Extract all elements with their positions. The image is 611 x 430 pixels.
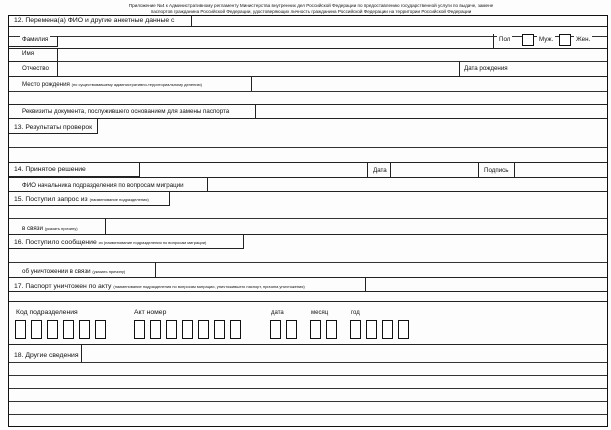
signature-divider-2: [514, 162, 515, 177]
name-tab: [9, 48, 58, 62]
female-checkbox[interactable]: [559, 34, 571, 46]
year-code-label: год: [351, 310, 360, 316]
row-line: [9, 375, 607, 376]
section-14-title: 14. Принятое решение: [14, 166, 86, 173]
head-name-tab: [9, 177, 208, 192]
year-cell[interactable]: [382, 320, 393, 339]
row-line: [9, 401, 607, 402]
section-16-text: 16. Поступило сообщение: [14, 239, 97, 246]
section-15-tab: [9, 191, 170, 206]
section-18-title: 18. Другие сведения: [14, 352, 79, 359]
name-label: Имя: [22, 50, 35, 57]
row-line: [9, 147, 607, 148]
row-line: [9, 301, 607, 302]
female-label: Жен.: [576, 36, 591, 43]
row-line: [9, 291, 607, 292]
surname-tab: [9, 36, 58, 47]
sex-label: Пол: [499, 36, 511, 43]
request-reason-note: (указать причину): [44, 226, 78, 231]
section-12-title: 12. Перемена(а) ФИО и другие анкетные данные с: [14, 17, 175, 24]
act-no-cell[interactable]: [182, 320, 193, 339]
act-no-cell[interactable]: [214, 320, 225, 339]
form-header: [96, 3, 526, 15]
birth-place-tab: [9, 76, 252, 92]
row-line: [9, 344, 607, 345]
dept-code-cell[interactable]: [31, 320, 42, 339]
act-no-label: Акт номер: [134, 309, 167, 316]
row-line: [9, 26, 607, 27]
destroy-reason-tab: [9, 262, 156, 278]
request-reason-text: в связи: [22, 225, 43, 232]
birth-place-text: Место рождения: [22, 81, 70, 88]
section-17-tab: [9, 277, 366, 292]
destroy-reason-text: об уничтожении в связи: [22, 268, 91, 275]
dept-code-cell[interactable]: [79, 320, 90, 339]
header-line-2: паспортов гражданина Российской Федерации, удостоверяющих личность гражданина Российской Федерации на территории Российской Федерации: [150, 9, 472, 14]
male-checkbox[interactable]: [522, 34, 534, 46]
decision-date-label: Дата: [373, 167, 387, 174]
signature-label: Подпись: [484, 167, 509, 174]
birth-date-label: Дата рождения: [464, 65, 508, 72]
row-line: [9, 36, 607, 37]
year-cell[interactable]: [398, 320, 409, 339]
section-15-text: 15. Поступил запрос из: [14, 196, 88, 203]
row-line: [9, 362, 607, 363]
birth-date-divider: [459, 61, 460, 76]
head-name-label: ФИО начальника подразделения по вопросам миграции: [22, 182, 184, 189]
row-line: [9, 414, 607, 415]
signature-divider: [478, 162, 479, 177]
act-no-cell[interactable]: [230, 320, 241, 339]
doc-details-label: Реквизиты документа, послужившего основанием для замены паспорта: [22, 108, 230, 115]
act-no-cell[interactable]: [150, 320, 161, 339]
date-cell[interactable]: [286, 320, 297, 339]
row-line: [9, 388, 607, 389]
request-reason-tab: [9, 218, 106, 235]
dept-code-cell[interactable]: [47, 320, 58, 339]
date-cell[interactable]: [270, 320, 281, 339]
act-no-cell[interactable]: [166, 320, 177, 339]
surname-label: Фамилия: [22, 36, 49, 43]
male-label: Муж.: [539, 36, 554, 43]
month-cell[interactable]: [310, 320, 321, 339]
section-14-tab: [9, 162, 140, 177]
birth-place-note: (по существовавшему административно-территориальному делению): [71, 82, 202, 87]
act-no-cell[interactable]: [134, 320, 145, 339]
year-cell[interactable]: [350, 320, 361, 339]
section-16-tab: [9, 234, 244, 249]
row-line: [9, 91, 607, 92]
month-cell[interactable]: [326, 320, 337, 339]
dept-code-cell[interactable]: [63, 320, 74, 339]
month-code-label: месяц: [311, 310, 329, 316]
section-15-note: (наименование подразделения): [89, 197, 149, 202]
year-cell[interactable]: [366, 320, 377, 339]
row-line: [9, 61, 607, 62]
section-13-title: 13. Результаты проверок: [14, 124, 93, 131]
doc-details-tab: [9, 104, 256, 119]
section-16-note: из (наименование подразделения по вопросам миграции): [98, 240, 207, 245]
act-no-cell[interactable]: [198, 320, 209, 339]
dept-code-cell[interactable]: [95, 320, 106, 339]
section-13-tab: [9, 118, 98, 134]
date-divider: [367, 162, 368, 177]
patronymic-tab: [9, 61, 58, 77]
header-line-1: Приложение №4 к Административному регламенту Министерства внутренних дел Российской Федерации по предоставлению государственной услуги по выдаче, замене: [128, 3, 494, 8]
dept-code-cell[interactable]: [15, 320, 26, 339]
section-17-text: 17. Паспорт уничтожен по акту: [14, 283, 112, 290]
section-17-note: (наименование подразделения по вопросам миграции, уничтожившего паспорт, причина уничтожения): [113, 284, 305, 289]
row-line: [9, 48, 607, 49]
dept-code-label: Код подразделения: [16, 309, 78, 316]
row-line: [9, 118, 607, 119]
date-code-label: дата: [271, 310, 284, 316]
sex-divider: [493, 34, 494, 48]
date-divider-2: [390, 162, 391, 177]
patronymic-label: Отчество: [22, 65, 49, 72]
section-18-tab: [9, 344, 82, 363]
destroy-reason-note: (указать причину): [92, 269, 126, 274]
